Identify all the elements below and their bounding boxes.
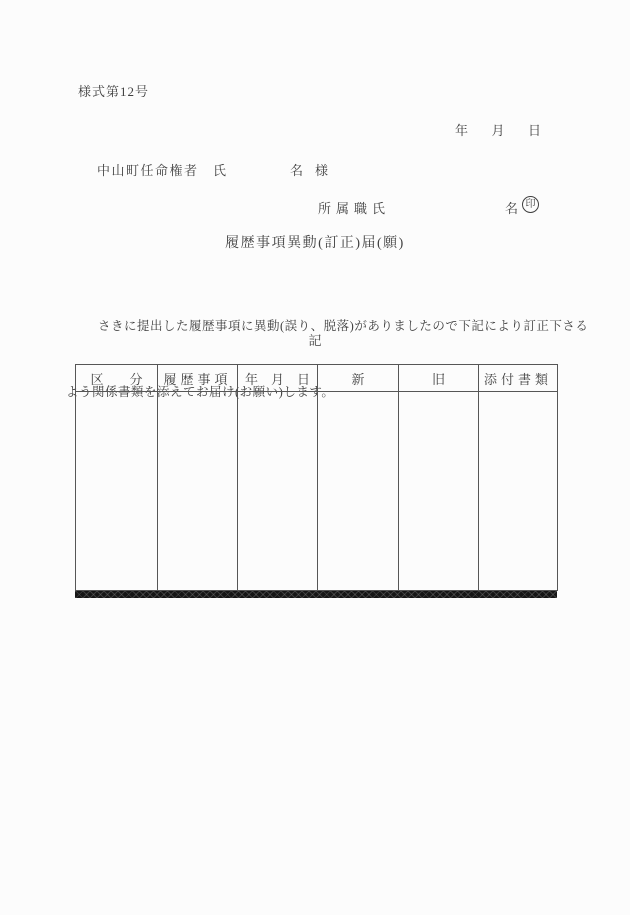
table-empty-cell [318, 392, 399, 591]
addressee-text: 中山町任命権者 氏 [97, 163, 228, 178]
year-label: 年 [455, 123, 469, 138]
column-header-old: 旧 [399, 365, 479, 392]
column-header-date: 年 月 日 [238, 365, 318, 392]
addressee-honorific: 様 [315, 163, 329, 178]
table-empty-cell [158, 392, 238, 591]
change-table [75, 364, 558, 591]
signer-name-label: 名 [505, 201, 519, 216]
column-header-category: 区 分 [76, 365, 158, 392]
column-header-new: 新 [318, 365, 399, 392]
body-line: よう関係書類を添えてお届け(お願い)します。 [66, 385, 335, 399]
column-header-history: 履歴事項 [158, 365, 238, 392]
table-empty-cell [238, 392, 318, 591]
column-header-attachments: 添付書類 [479, 365, 558, 392]
form-number: 様式第12号 [78, 84, 150, 99]
table-body-row [76, 392, 558, 591]
table-header-row [76, 365, 558, 392]
record-marker: 記 [308, 333, 322, 348]
month-label: 月 [491, 123, 505, 138]
change-table-wrapper [75, 364, 557, 598]
table-empty-cell [399, 392, 479, 591]
table-empty-cell [76, 392, 158, 591]
day-label: 日 [527, 123, 541, 138]
seal-icon: 印 [522, 196, 539, 213]
document-title: 履歴事項異動(訂正)届(願) [225, 236, 405, 251]
table-bottom-band [75, 591, 557, 598]
table-empty-cell [479, 392, 558, 591]
addressee-name-label: 名 [290, 163, 304, 178]
body-line: さきに提出した履歴事項に異動(誤り、脱落)がありましたので下記により訂正下さる [98, 319, 589, 333]
issue-date-line [455, 120, 541, 139]
signer-fields-label: 所属職氏 [318, 201, 391, 216]
